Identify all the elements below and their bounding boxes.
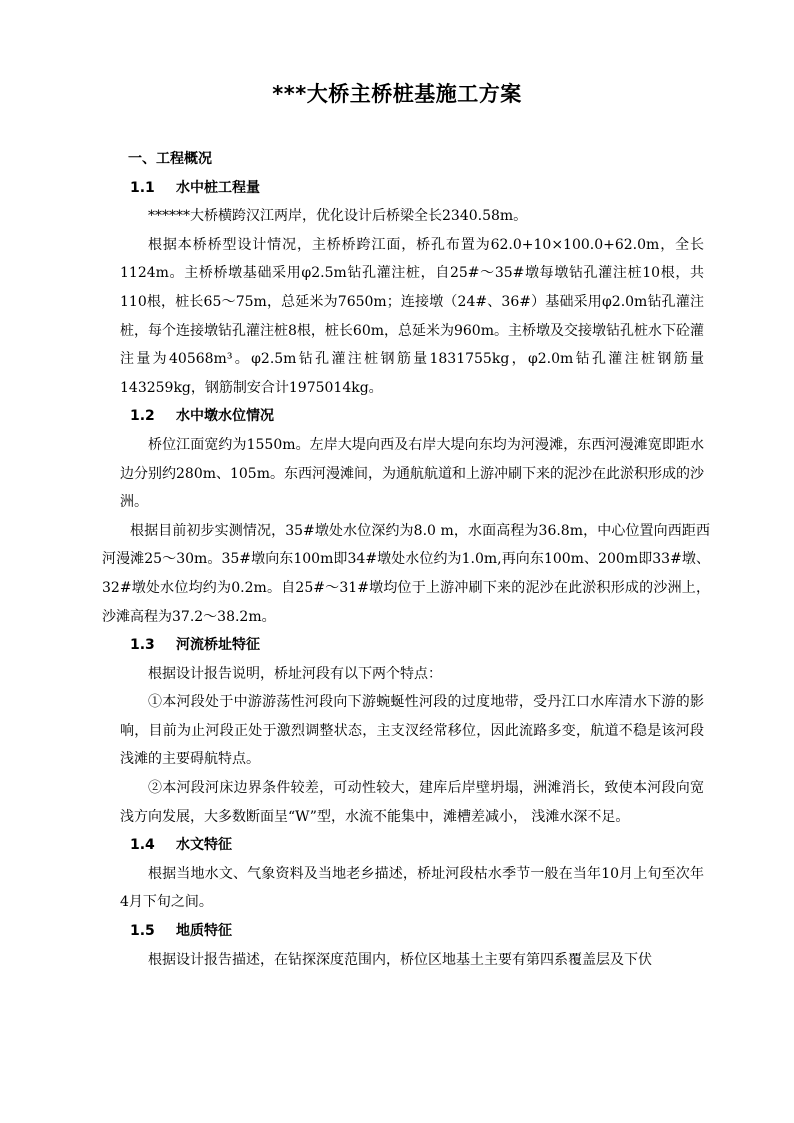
subsection-number: 1.4	[130, 837, 155, 854]
subsection-heading-1-2	[120, 402, 704, 431]
subsection-title: 河流桥址特征	[176, 637, 260, 654]
paragraph: 根据目前初步实测情况，35#墩处水位深约为8.0 m，水面高程为36.8m，中心位置向西距西河漫滩25～30m。35#墩向东100m即34#墩处水位约为1.0m,再向东100m、200m即33#墩、32#墩处水位均约为0.2m。自25#～31#墩均位于上游冲刷下来的泥沙在此淤积形成的沙洲上，沙滩高程为37.2～38.2m。	[102, 522, 710, 625]
subsection-number: 1.3	[130, 637, 155, 654]
paragraph: ①本河段处于中游游荡性河段向下游蜿蜒性河段的过度地带，受丹江口水库清水下游的影响，目前为止河段正处于激烈调整状态，主支汊经常移位，因此流路多变，航道不稳是该河段浅滩的主要碍航特点。	[120, 694, 704, 768]
subsection-heading-1-5	[120, 917, 704, 946]
subsection-number: 1.2	[130, 408, 155, 425]
subsection-number: 1.5	[130, 923, 155, 940]
subsection-heading-1-1	[120, 174, 704, 203]
section-heading: 一、工程概况	[128, 151, 212, 167]
subsection-title: 水中桩工程量	[176, 179, 260, 196]
paragraph: ******大桥横跨汉江两岸，优化设计后桥梁全长2340.58m。	[148, 208, 528, 225]
paragraph: 桥位江面宽约为1550m。左岸大堤向西及右岸大堤向东均为河漫滩，东西河漫滩宽即距水边分别约280m、105m。东西河漫滩间，为通航航道和上游冲刷下来的泥沙在此淤积形成的沙洲。	[120, 436, 704, 511]
subsection-number: 1.1	[130, 179, 155, 196]
subsection-heading-1-4	[120, 831, 704, 860]
paragraph: 根据设计报告描述，在钻探深度范围内，桥位区地基土主要有第四系覆盖层及下伏	[148, 951, 652, 968]
subsection-title: 水中墩水位情况	[176, 408, 274, 425]
document-title: ***大桥主桥桩基施工方案	[272, 82, 522, 106]
subsection-heading-1-3	[120, 631, 704, 660]
paragraph: 根据设计报告说明，桥址河段有以下两个特点：	[148, 665, 442, 682]
document-body	[102, 145, 710, 974]
paragraph: 根据当地水文、气象资料及当地老乡描述，桥址河段枯水季节一般在当年10月上旬至次年4月下旬之间。	[120, 865, 704, 911]
paragraph: 根据本桥桥型设计情况，主桥桥跨江面，桥孔布置为62.0+10×100.0+62.0m，全长1124m。主桥桥墩基础采用φ2.5m钻孔灌注桩，自25#～35#墩每墩钻孔灌注桩10根，共110根，桩长65～75m，总延米为7650m；连接墩（24#、36#）基础采用φ2.0m钻孔灌注桩，每个连接墩钻孔灌注桩8根，桩长60m，总延米为960m。主桥墩及交接墩钻孔桩水下砼灌注量为40568m³。φ2.5m钻孔灌注桩钢筋量1831755kg，φ2.0m钻孔灌注桩钢筋量143259kg，钢筋制安合计1975014kg。	[120, 236, 704, 396]
subsection-title: 水文特征	[176, 837, 232, 854]
subsection-title: 地质特征	[176, 923, 232, 940]
paragraph: ②本河段河床边界条件较差，可动性较大，建库后岸壁坍塌，洲滩消长，致使本河段向宽浅方向发展，大多数断面呈“W”型，水流不能集中，滩槽差减小， 浅滩水深不足。	[120, 780, 704, 825]
